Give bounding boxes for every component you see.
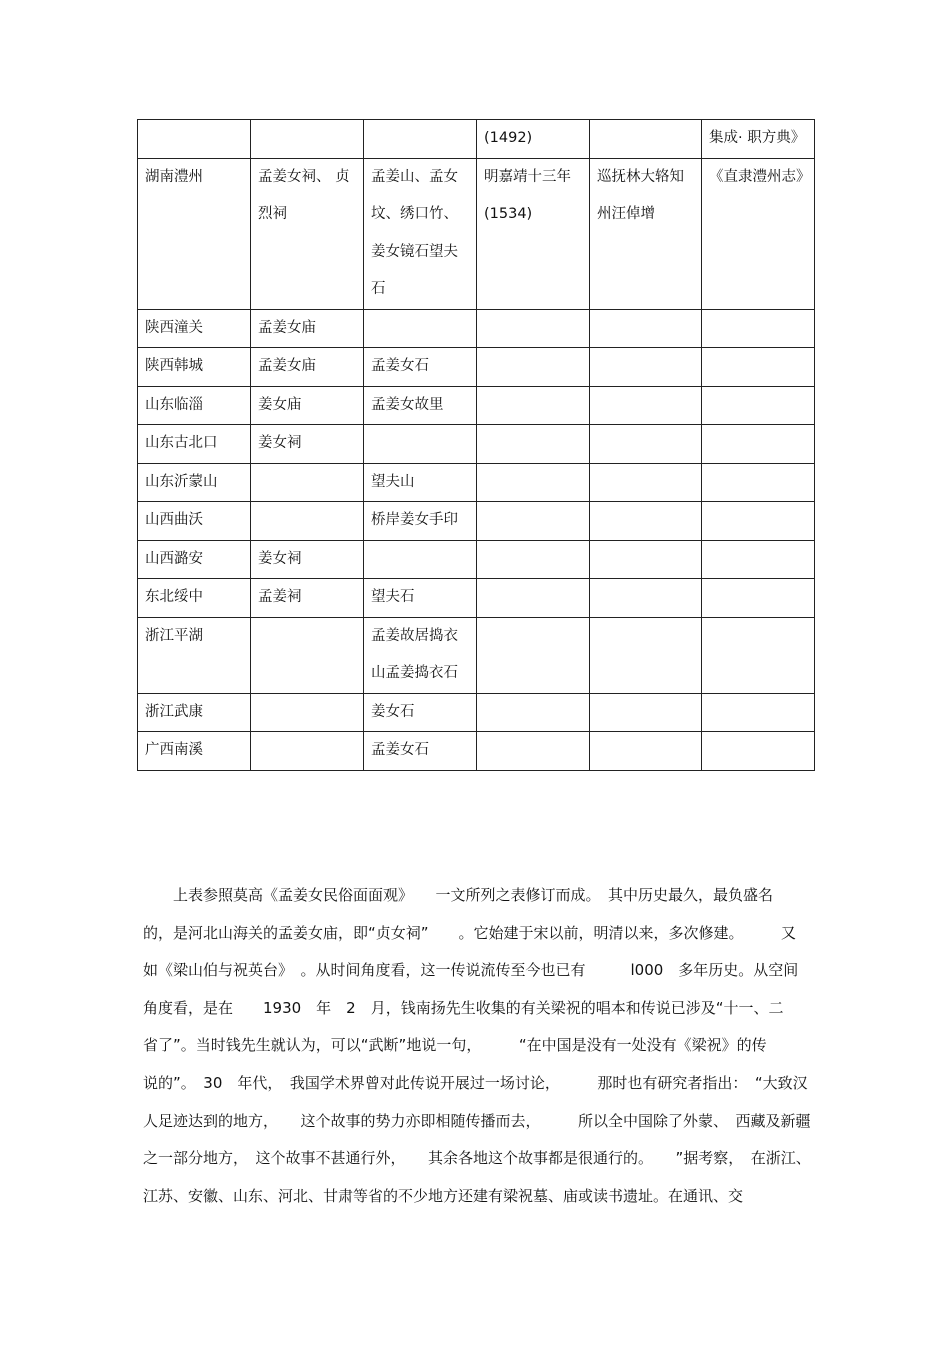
table-cell: 望夫山: [364, 463, 477, 502]
table-cell: [477, 463, 590, 502]
table-cell: [702, 579, 815, 618]
table-cell: 明嘉靖十三年(1534): [477, 158, 590, 309]
table-cell: 孟姜祠: [251, 579, 364, 618]
table-cell: [477, 617, 590, 693]
table-cell: 山西潞安: [138, 540, 251, 579]
table-row: [138, 617, 815, 693]
table-row: [138, 309, 815, 348]
table-cell: [590, 579, 702, 618]
table-cell: 桥岸姜女手印: [364, 502, 477, 541]
table-cell: [590, 120, 702, 159]
table-row: [138, 693, 815, 732]
table-cell: 陕西韩城: [138, 348, 251, 387]
table-row: [138, 348, 815, 387]
table-cell: 孟姜女石: [364, 348, 477, 387]
table-cell: [590, 425, 702, 464]
table-cell: [364, 540, 477, 579]
table-cell: [702, 540, 815, 579]
table-cell: [477, 425, 590, 464]
table-cell: 集成· 职方典》: [702, 120, 815, 159]
table-cell: 《直隶澧州志》: [702, 158, 815, 309]
legend-sites-table: [137, 119, 815, 771]
table-cell: 浙江武康: [138, 693, 251, 732]
paragraph-line: 人足迹达到的地方， 这个故事的势力亦即相随传播而去， 所以全中国除了外蒙、 西藏及新疆: [143, 1111, 811, 1130]
table-row: [138, 386, 815, 425]
table-cell: [590, 540, 702, 579]
table-cell: [477, 732, 590, 771]
table-cell: [251, 732, 364, 771]
table-cell: 山东临淄: [138, 386, 251, 425]
paragraph-line: 之一部分地方， 这个故事不甚通行外， 其余各地这个故事都是很通行的。 ”据考察， 在浙江、: [143, 1149, 811, 1168]
table-cell: 姜女祠: [251, 540, 364, 579]
paragraph-line: 省了”。当时钱先生就认为，可以“武断”地说一句， “在中国是没有一处没有《梁祝》的传: [143, 1036, 767, 1055]
table-cell: 孟姜女石: [364, 732, 477, 771]
table-row: [138, 425, 815, 464]
table-cell: 山西曲沃: [138, 502, 251, 541]
table-cell: 山东古北口: [138, 425, 251, 464]
table-cell: [702, 502, 815, 541]
table-cell: [590, 502, 702, 541]
table-cell: 姜女石: [364, 693, 477, 732]
table-cell: [251, 617, 364, 693]
table-cell: [477, 348, 590, 387]
table-cell: [702, 425, 815, 464]
table-cell: [364, 309, 477, 348]
table-cell: [702, 732, 815, 771]
table-cell: [590, 617, 702, 693]
table-cell: 湖南澧州: [138, 158, 251, 309]
paragraph-line: 角度看，是在 1930 年 2 月，钱南扬先生收集的有关梁祝的唱本和传说已涉及“十一、二: [143, 998, 784, 1017]
table-cell: [477, 309, 590, 348]
table-cell: [251, 463, 364, 502]
table-cell: 巡抚林大辂知州汪倬增: [590, 158, 702, 309]
table-cell: 孟姜女庙: [251, 309, 364, 348]
table-cell: [702, 309, 815, 348]
table-row: [138, 120, 815, 159]
table-cell: [590, 348, 702, 387]
table-cell: 浙江平湖: [138, 617, 251, 693]
table-cell: [590, 386, 702, 425]
table-row: [138, 463, 815, 502]
table-cell: [590, 732, 702, 771]
table-cell: [477, 579, 590, 618]
table-cell: [138, 120, 251, 159]
table-cell: 孟姜女祠、 贞烈祠: [251, 158, 364, 309]
table-cell: [251, 502, 364, 541]
table-cell: (1492): [477, 120, 590, 159]
table-cell: [702, 348, 815, 387]
paragraph-line: 说的”。 30 年代， 我国学术界曾对此传说开展过一场讨论， 那时也有研究者指出： “大致汉: [143, 1073, 808, 1092]
paragraph-line: 的，是河北山海关的孟姜女庙，即“贞女祠” 。它始建于宋以前，明清以来，多次修建。 又: [143, 923, 797, 942]
table-cell: 姜女庙: [251, 386, 364, 425]
table-cell: 姜女祠: [251, 425, 364, 464]
table-cell: [477, 693, 590, 732]
table-cell: [251, 693, 364, 732]
table-cell: [477, 502, 590, 541]
table-cell: 东北绥中: [138, 579, 251, 618]
body-paragraph: [143, 877, 811, 1215]
table-row: [138, 540, 815, 579]
table-cell: [251, 120, 364, 159]
table-cell: [477, 540, 590, 579]
table-cell: [702, 693, 815, 732]
table-cell: 山东沂蒙山: [138, 463, 251, 502]
table-cell: [590, 693, 702, 732]
table-row: [138, 158, 815, 309]
table-cell: [702, 463, 815, 502]
table-cell: 陕西潼关: [138, 309, 251, 348]
table-cell: 孟姜女庙: [251, 348, 364, 387]
table-cell: 孟姜山、孟女坟、绣口竹、姜女镜石望夫石: [364, 158, 477, 309]
table-cell: [364, 425, 477, 464]
table-cell: [477, 386, 590, 425]
table-cell: [590, 463, 702, 502]
table-cell: [702, 386, 815, 425]
table-cell: 广西南溪: [138, 732, 251, 771]
table-row: [138, 579, 815, 618]
paragraph-line: 上表参照莫高《孟姜女民俗面面观》 一文所列之表修订而成。 其中历史最久，最负盛名: [143, 886, 774, 904]
table-cell: 孟姜故居捣衣山孟姜捣衣石: [364, 617, 477, 693]
table-cell: [364, 120, 477, 159]
paragraph-line: 如《梁山伯与祝英台》 。从时间角度看，这一传说流传至今也已有 l000 多年历史。从空间: [143, 961, 799, 980]
table-row: [138, 732, 815, 771]
paragraph-line: 江苏、安徽、山东、河北、甘肃等省的不少地方还建有梁祝墓、庙或读书遗址。在通讯、交: [143, 1186, 744, 1205]
table-cell: 孟姜女故里: [364, 386, 477, 425]
table-cell: 望夫石: [364, 579, 477, 618]
table-row: [138, 502, 815, 541]
table-cell: [590, 309, 702, 348]
table-cell: [702, 617, 815, 693]
